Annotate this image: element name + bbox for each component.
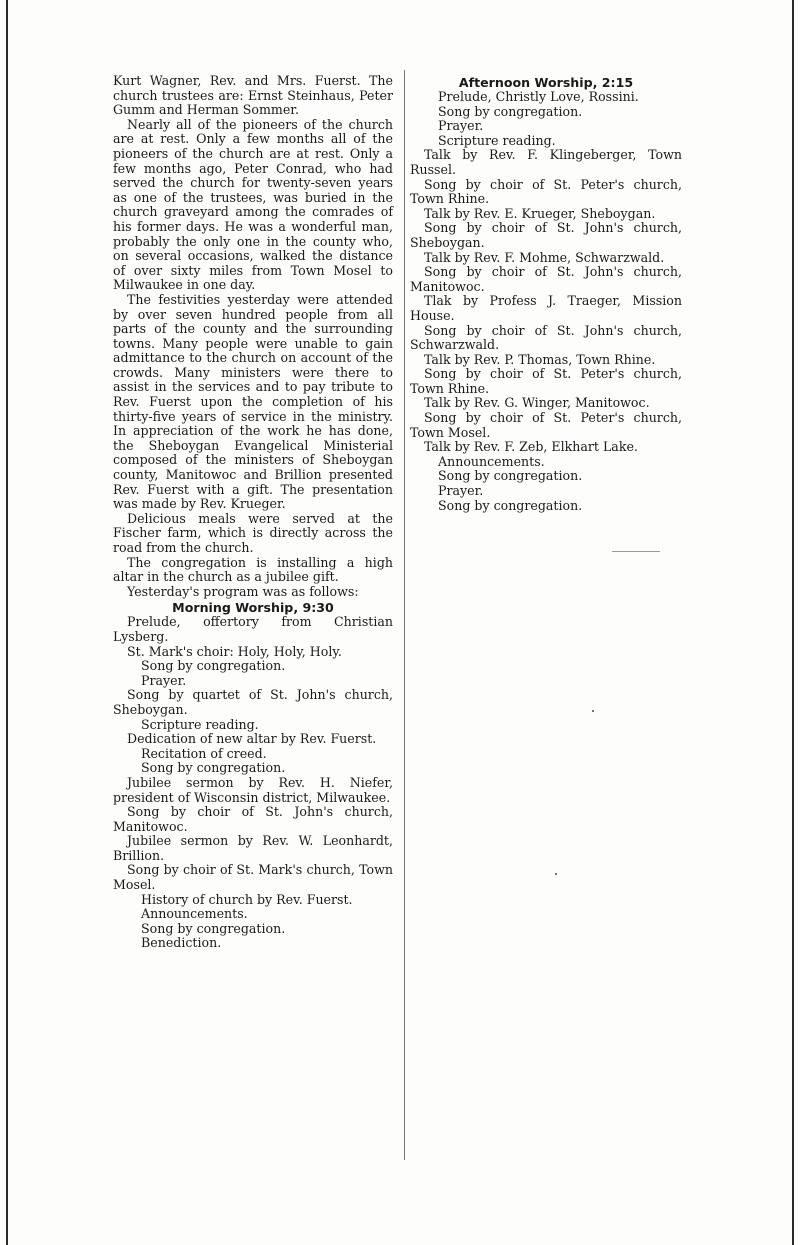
program-item: Jubilee sermon by Rev. W. Leonhardt, Brillion. [113,833,393,863]
program-item: Song by choir of St. John's church, Schwarzwald. [410,322,682,353]
program-item: Scripture reading. [141,716,259,732]
program-item: Song by choir of St. Peter's church, Town Rhine. [410,366,682,396]
program-item: Scripture reading. [438,132,556,148]
morning-worship-heading: Morning Worship, 9:30 [172,600,334,616]
afternoon-worship-heading: Afternoon Worship, 2:15 [458,75,634,90]
article-paragraph: Kurt Wagner, Rev. and Mrs. Fuerst. The church trustees are: Ernst Steinhaus, Peter Gumm and Herman Sommer. [113,73,393,118]
program-item: Song by congregation. [438,497,583,513]
scan-speck [555,873,557,875]
end-rule [612,551,660,552]
program-item: Song by congregation. [141,760,286,776]
scan-speck [592,710,594,712]
scan-edge-left [6,0,8,1245]
program-item: Jubilee sermon by Rev. H. Niefer, president of Wisconsin district, Milwaukee. [113,774,393,805]
left-column [113,74,393,951]
program-item: Talk by Rev. E. Krueger, Sheboygan. [424,205,656,221]
program-item: Song by congregation. [438,468,583,484]
program-item: Song by choir of St. John's church, Manitowoc. [113,804,393,834]
program-item: Song by congregation. [438,103,583,119]
program-item: Talk by Rev. F. Klingeberger, Town Russel. [410,147,682,177]
program-item: Prayer. [438,118,484,134]
program-item: Prelude, Christly Love, Rossini. [438,89,639,104]
program-item: Song by congregation. [141,658,286,674]
scan-edge-right [792,0,794,1245]
program-item: Prayer. [438,483,484,499]
program-item: Prayer. [141,672,187,688]
program-item: Recitation of creed. [141,745,267,761]
program-item: Talk by Rev. G. Winger, Manitowoc. [424,395,650,411]
program-item: Song by choir of St. Mark's church, Town Mosel. [113,862,393,893]
program-item: Announcements. [141,906,248,922]
program-item: Song by quartet of St. John's church, Sheboygan. [113,687,393,717]
program-item: Song by choir of St. John's church, Sheboygan. [410,220,682,250]
program-item: Talk by Rev. F. Zeb, Elkhart Lake. [424,439,638,455]
program-item: Song by choir of St. Peter's church, Town Rhine. [410,176,682,207]
program-item: Song by choir of St. Peter's church, Town Mosel. [410,410,682,440]
program-item: Tlak by Profess J. Traeger, Mission House. [410,293,682,323]
program-item: Announcements. [438,453,545,469]
column-divider [404,70,405,1160]
program-item: Benediction. [141,935,222,951]
program-item: Dedication of new altar by Rev. Fuerst. [127,731,377,747]
article-paragraph: Delicious meals were served at the Fischer farm, which is directly across the road from the church. [113,510,393,555]
article-paragraph: Nearly all of the pioneers of the church are at rest. Only a few months all of the pioneers of the church are at rest. Only a few months ago, Peter Conrad, who had served the church for twenty-seven years as one of the trustees, was buried in the church graveyard among the comrades of his former days. He was a wonderful man, probably the only one in the county who, on several occasions, walked the distance of over sixty miles from Town Mosel to Milwaukee in one day. [113,116,393,293]
program-item: Talk by Rev. P. Thomas, Town Rhine. [424,351,656,367]
article-paragraph: The congregation is installing a high altar in the church as a jubilee gift. [113,554,393,585]
article-paragraph: The festivities yesterday were attended by over seven hundred people from all parts of the county and the surrounding towns. Many people were unable to gain admittance to the church on account of the crowds. Many ministers were there to assist in the services and to pay tribute to Rev. Fuerst upon the completion of his thirty-five years of service in the ministry. In appreciation of the work he has done, the Sheboygan Evangelical Ministerial composed of the ministers of Sheboygan county, Manitowoc and Brillion presented Rev. Fuerst with a gift. The presentation was made by Rev. Krueger. [113,291,393,512]
program-item: St. Mark's choir: Holy, Holy, Holy. [127,643,342,659]
program-item: Prelude, offertory from Christian Lysberg. [113,614,393,644]
program-item: Song by congregation. [141,920,286,936]
article-paragraph: Yesterday's program was as follows: [127,583,359,599]
program-item: Song by choir of St. John's church, Manitowoc. [410,264,682,294]
program-item: Talk by Rev. F. Mohme, Schwarzwald. [424,249,665,265]
right-column [410,74,682,513]
program-item: History of church by Rev. Fuerst. [141,891,353,907]
